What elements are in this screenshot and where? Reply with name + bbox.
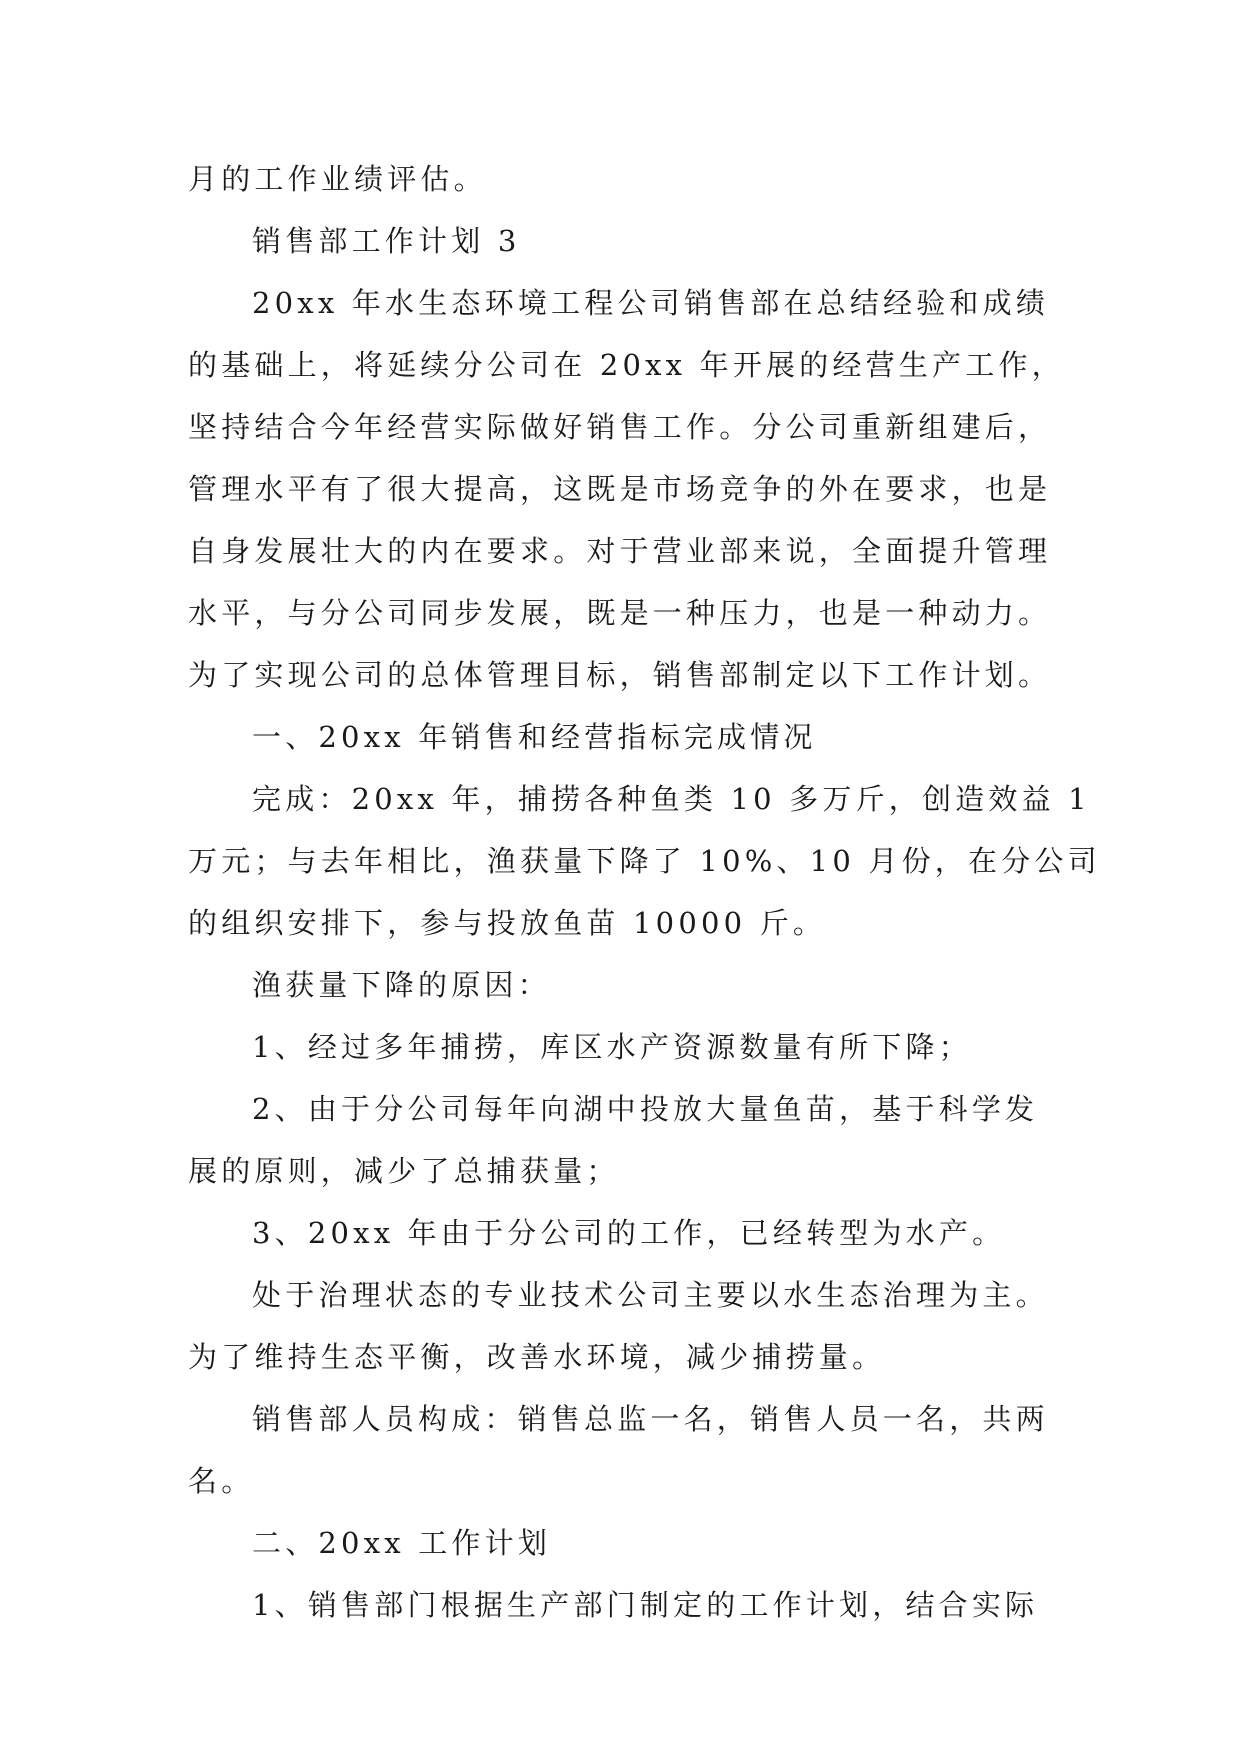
body-line: 的组织安排下，参与投放鱼苗 10000 斤。 — [188, 906, 827, 940]
body-line: 的基础上，将延续分公司在 20xx 年开展的经营生产工作， — [188, 348, 1065, 382]
body-line: 万元；与去年相比，渔获量下降了 10%、10 月份，在分公司 — [188, 844, 1101, 878]
section-heading: 二、20xx 工作计划 — [252, 1526, 552, 1560]
list-item: 1、经过多年捕捞，库区水产资源数量有所下降； — [252, 1030, 972, 1064]
body-line: 为了维持生态平衡，改善水环境，减少捕捞量。 — [188, 1340, 886, 1374]
list-item: 3、20xx 年由于分公司的工作，已经转型为水产。 — [252, 1216, 1006, 1250]
list-item: 2、由于分公司每年向湖中投放大量鱼苗，基于科学发 — [252, 1092, 1039, 1126]
body-line: 为了实现公司的总体管理目标，销售部制定以下工作计划。 — [188, 658, 1052, 692]
section-heading: 销售部工作计划 3 — [252, 224, 521, 258]
body-line: 坚持结合今年经营实际做好销售工作。分公司重新组建后， — [188, 410, 1052, 444]
body-line: 自身发展壮大的内在要求。对于营业部来说，全面提升管理 — [188, 534, 1052, 568]
body-line: 20xx 年水生态环境工程公司销售部在总结经验和成绩 — [252, 286, 1050, 320]
list-item-continuation: 展的原则，减少了总捕获量； — [188, 1154, 620, 1188]
section-heading: 一、20xx 年销售和经营指标完成情况 — [252, 720, 817, 754]
list-item: 1、销售部门根据生产部门制定的工作计划，结合实际 — [252, 1588, 1039, 1622]
body-line: 渔获量下降的原因： — [252, 968, 551, 1002]
body-line: 名。 — [188, 1464, 255, 1498]
body-line: 管理水平有了很大提高，这既是市场竞争的外在要求，也是 — [188, 472, 1052, 506]
body-line: 完成：20xx 年，捕捞各种鱼类 10 多万斤，创造效益 1 — [252, 782, 1091, 816]
body-line: 水平，与分公司同步发展，既是一种压力，也是一种动力。 — [188, 596, 1052, 630]
body-line: 销售部人员构成：销售总监一名，销售人员一名，共两 — [252, 1402, 1049, 1436]
body-line: 月的工作业绩评估。 — [188, 162, 487, 196]
body-line: 处于治理状态的专业技术公司主要以水生态治理为主。 — [252, 1278, 1049, 1312]
document-body — [188, 148, 1101, 1636]
